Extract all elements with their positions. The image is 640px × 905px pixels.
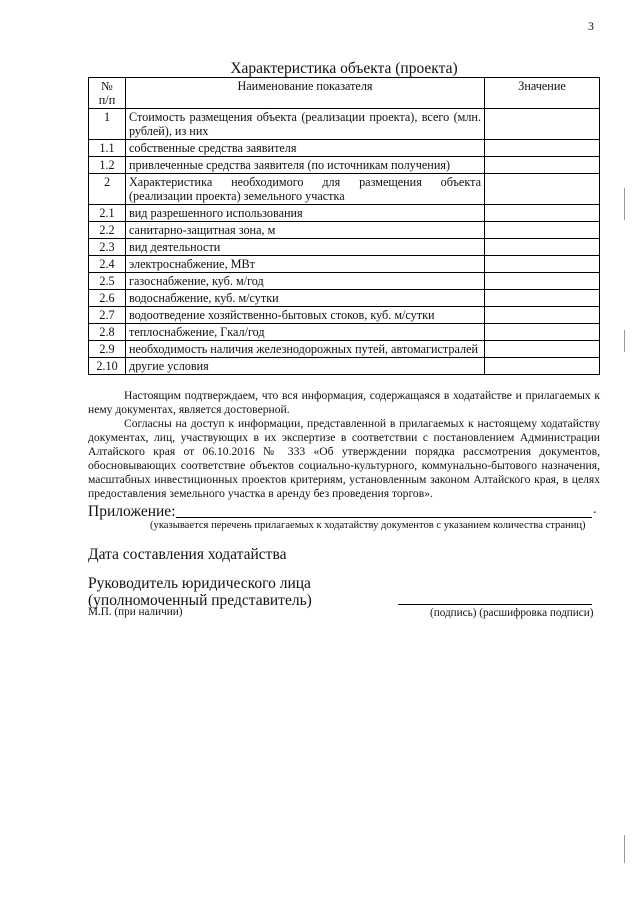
confirm-text: Настоящим подтверждаем, что вся информация, содержащаяся в ходатайстве и прилагаемых к нему документах, является достоверной.	[88, 389, 600, 416]
table-row	[89, 256, 600, 273]
row-number: 2.4	[89, 256, 126, 273]
row-indicator-name: Стоимость размещения объекта (реализации проекта), всего (млн. рублей), из них	[126, 109, 485, 140]
row-indicator-name: Характеристика необходимого для размещения объекта (реализации проекта) земельного участка	[126, 174, 485, 205]
row-indicator-name: санитарно-защитная зона, м	[126, 222, 485, 239]
row-value-cell[interactable]	[485, 341, 600, 358]
row-indicator-name: водоотведение хозяйственно-бытовых стоков, куб. м/сутки	[126, 307, 485, 324]
row-indicator-name: вид деятельности	[126, 239, 485, 256]
row-value-cell[interactable]	[485, 205, 600, 222]
row-number: 2.10	[89, 358, 126, 375]
row-number: 2	[89, 174, 126, 205]
signatory-line2: (уполномоченный представитель)	[88, 592, 312, 609]
table-body	[89, 109, 600, 375]
attachment-label: Приложение:	[88, 503, 176, 520]
table-row	[89, 222, 600, 239]
signatory-line1: Руководитель юридического лица	[88, 575, 311, 592]
row-value-cell[interactable]	[485, 273, 600, 290]
header-num-line1: №	[101, 79, 113, 93]
table-row	[89, 239, 600, 256]
table-row	[89, 290, 600, 307]
table-row	[89, 324, 600, 341]
row-value-cell[interactable]	[485, 239, 600, 256]
attachment-end-mark: .	[593, 502, 597, 517]
table-row	[89, 205, 600, 222]
scan-edge-mark	[624, 835, 625, 863]
header-name: Наименование показателя	[126, 78, 485, 109]
characteristics-table	[88, 77, 600, 375]
header-num-line2: п/п	[98, 93, 116, 107]
row-number: 2.6	[89, 290, 126, 307]
signature-hint: (подпись) (расшифровка подписи)	[430, 607, 594, 619]
consent-paragraph	[88, 417, 600, 501]
date-label: Дата составления ходатайства	[88, 546, 287, 563]
table-title: Характеристика объекта (проекта)	[230, 60, 458, 77]
header-value: Значение	[485, 78, 600, 109]
row-value-cell[interactable]	[485, 290, 600, 307]
table-row	[89, 109, 600, 140]
table-row	[89, 358, 600, 375]
row-indicator-name: привлеченные средства заявителя (по источникам получения)	[126, 157, 485, 174]
row-number: 2.9	[89, 341, 126, 358]
scan-edge-mark	[624, 188, 625, 220]
stamp-note: М.П. (при наличии)	[88, 606, 183, 618]
page-number: 3	[588, 19, 594, 33]
row-value-cell[interactable]	[485, 140, 600, 157]
row-number: 2.3	[89, 239, 126, 256]
row-indicator-name: собственные средства заявителя	[126, 140, 485, 157]
row-number: 2.1	[89, 205, 126, 222]
scan-edge-mark	[624, 330, 625, 352]
row-value-cell[interactable]	[485, 109, 600, 140]
row-value-cell[interactable]	[485, 358, 600, 375]
row-number: 2.5	[89, 273, 126, 290]
row-indicator-name: теплоснабжение, Гкал/год	[126, 324, 485, 341]
row-number: 2.7	[89, 307, 126, 324]
row-indicator-name: газоснабжение, куб. м/год	[126, 273, 485, 290]
row-number: 2.8	[89, 324, 126, 341]
header-num	[89, 78, 126, 109]
row-value-cell[interactable]	[485, 324, 600, 341]
row-value-cell[interactable]	[485, 222, 600, 239]
table-row	[89, 174, 600, 205]
row-value-cell[interactable]	[485, 307, 600, 324]
table-row	[89, 273, 600, 290]
table-row	[89, 157, 600, 174]
attachment-hint: (указывается перечень прилагаемых к ходатайству документов с указанием количества страниц)	[150, 520, 586, 531]
row-number: 2.2	[89, 222, 126, 239]
row-indicator-name: другие условия	[126, 358, 485, 375]
row-number: 1.1	[89, 140, 126, 157]
table-header-row	[89, 78, 600, 109]
row-value-cell[interactable]	[485, 174, 600, 205]
signature-line[interactable]	[398, 604, 592, 605]
attachment-input-line[interactable]	[176, 517, 592, 518]
row-indicator-name: вид разрешенного использования	[126, 205, 485, 222]
row-number: 1.2	[89, 157, 126, 174]
table-row	[89, 140, 600, 157]
table-row	[89, 307, 600, 324]
row-indicator-name: необходимость наличия железнодорожных путей, автомагистралей	[126, 341, 485, 358]
consent-text: Согласны на доступ к информации, представленной в прилагаемых к настоящему ходатайству документах, лиц, участвующих в их экспертизе в соответствии с постановлением Администрации Алтайского края от 06.10.2016 № 333 «Об утверждении порядка рассмотрения документов, обосновывающих соответствие объектов социально-культурного, коммунально-бытового назначения, масштабных инвестиционных проектов критериям, установленным законом Алтайского края, в целях предоставления земельного участка в аренду без проведения торгов».	[88, 417, 600, 500]
row-value-cell[interactable]	[485, 256, 600, 273]
signatory-block	[88, 575, 312, 609]
row-indicator-name: электроснабжение, МВт	[126, 256, 485, 273]
row-number: 1	[89, 109, 126, 140]
confirm-paragraph	[88, 389, 600, 417]
row-value-cell[interactable]	[485, 157, 600, 174]
table-row	[89, 341, 600, 358]
row-indicator-name: водоснабжение, куб. м/сутки	[126, 290, 485, 307]
